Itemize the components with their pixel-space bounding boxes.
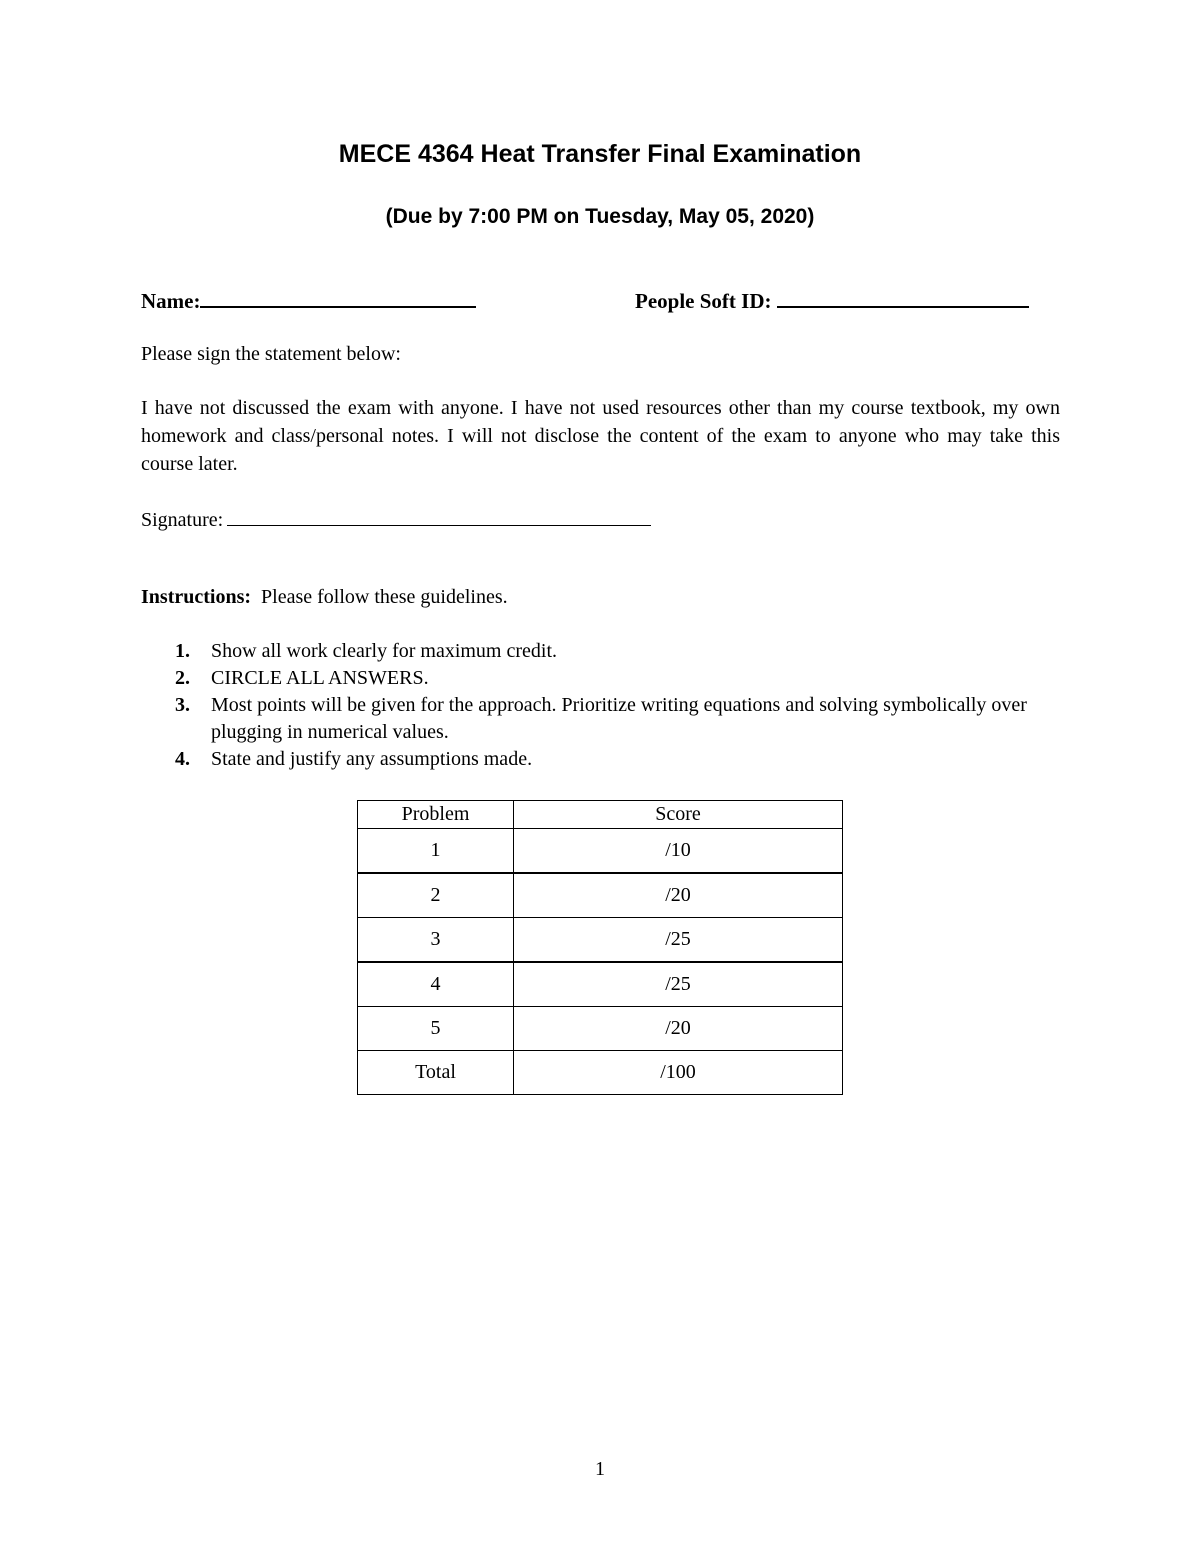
score-cell: /100	[514, 1051, 843, 1095]
people-soft-id-blank-line[interactable]	[777, 286, 1029, 308]
list-item-text: CIRCLE ALL ANSWERS.	[211, 667, 429, 689]
table-row	[358, 918, 843, 963]
people-soft-id-field	[635, 286, 1029, 314]
score-cell: /25	[514, 918, 843, 963]
honor-statement: I have not discussed the exam with anyone. I have not used resources other than my course textbook, my own homework and class/personal notes. I will not disclose the content of the exam to anyone who may take this course later.	[141, 397, 1060, 475]
problem-cell: 5	[358, 1007, 514, 1051]
due-date: (Due by 7:00 PM on Tuesday, May 05, 2020)	[385, 205, 815, 228]
list-item	[141, 638, 1041, 665]
name-label: Name:	[141, 289, 201, 313]
score-table	[357, 800, 843, 1095]
list-item	[141, 665, 1041, 692]
signature-blank-line[interactable]	[227, 503, 651, 526]
score-cell: /10	[514, 829, 843, 874]
sign-prompt: Please sign the statement below:	[141, 343, 401, 365]
column-header-problem: Problem	[358, 801, 514, 829]
table-row	[358, 873, 843, 918]
instructions-intro: Please follow these guidelines.	[261, 586, 508, 608]
instructions-heading	[141, 583, 1060, 611]
instructions-list	[141, 638, 1041, 773]
people-soft-id-label: People Soft ID:	[635, 289, 772, 313]
instructions-label: Instructions:	[141, 586, 252, 608]
list-item-text: State and justify any assumptions made.	[211, 748, 533, 770]
exam-title: MECE 4364 Heat Transfer Final Examination	[338, 140, 862, 168]
list-item	[141, 692, 1041, 746]
list-item-text: Most points will be given for the approach. Prioritize writing equations and solving symbolically over plugging in numerical values.	[211, 694, 1027, 743]
list-item-text: Show all work clearly for maximum credit.	[211, 640, 558, 662]
table-header-row	[358, 801, 843, 829]
list-item-number: 2.	[175, 667, 190, 689]
list-item-number: 1.	[175, 640, 190, 662]
problem-cell: 2	[358, 873, 514, 918]
problem-cell: 3	[358, 918, 514, 963]
table-row	[358, 1007, 843, 1051]
table-row	[358, 962, 843, 1007]
problem-cell: 1	[358, 829, 514, 874]
list-item-number: 3.	[175, 694, 190, 716]
score-cell: /25	[514, 962, 843, 1007]
problem-cell: Total	[358, 1051, 514, 1095]
list-item-number: 4.	[175, 748, 190, 770]
name-blank-line[interactable]	[200, 286, 476, 308]
score-cell: /20	[514, 1007, 843, 1051]
signature-label: Signature:	[141, 509, 224, 531]
table-row-total	[358, 1051, 843, 1095]
column-header-score: Score	[514, 801, 843, 829]
problem-cell: 4	[358, 962, 514, 1007]
table-row	[358, 829, 843, 874]
page-number: 1	[595, 1458, 605, 1480]
list-item	[141, 746, 1041, 773]
signature-row	[141, 503, 1060, 534]
name-field	[141, 286, 476, 314]
score-cell: /20	[514, 873, 843, 918]
